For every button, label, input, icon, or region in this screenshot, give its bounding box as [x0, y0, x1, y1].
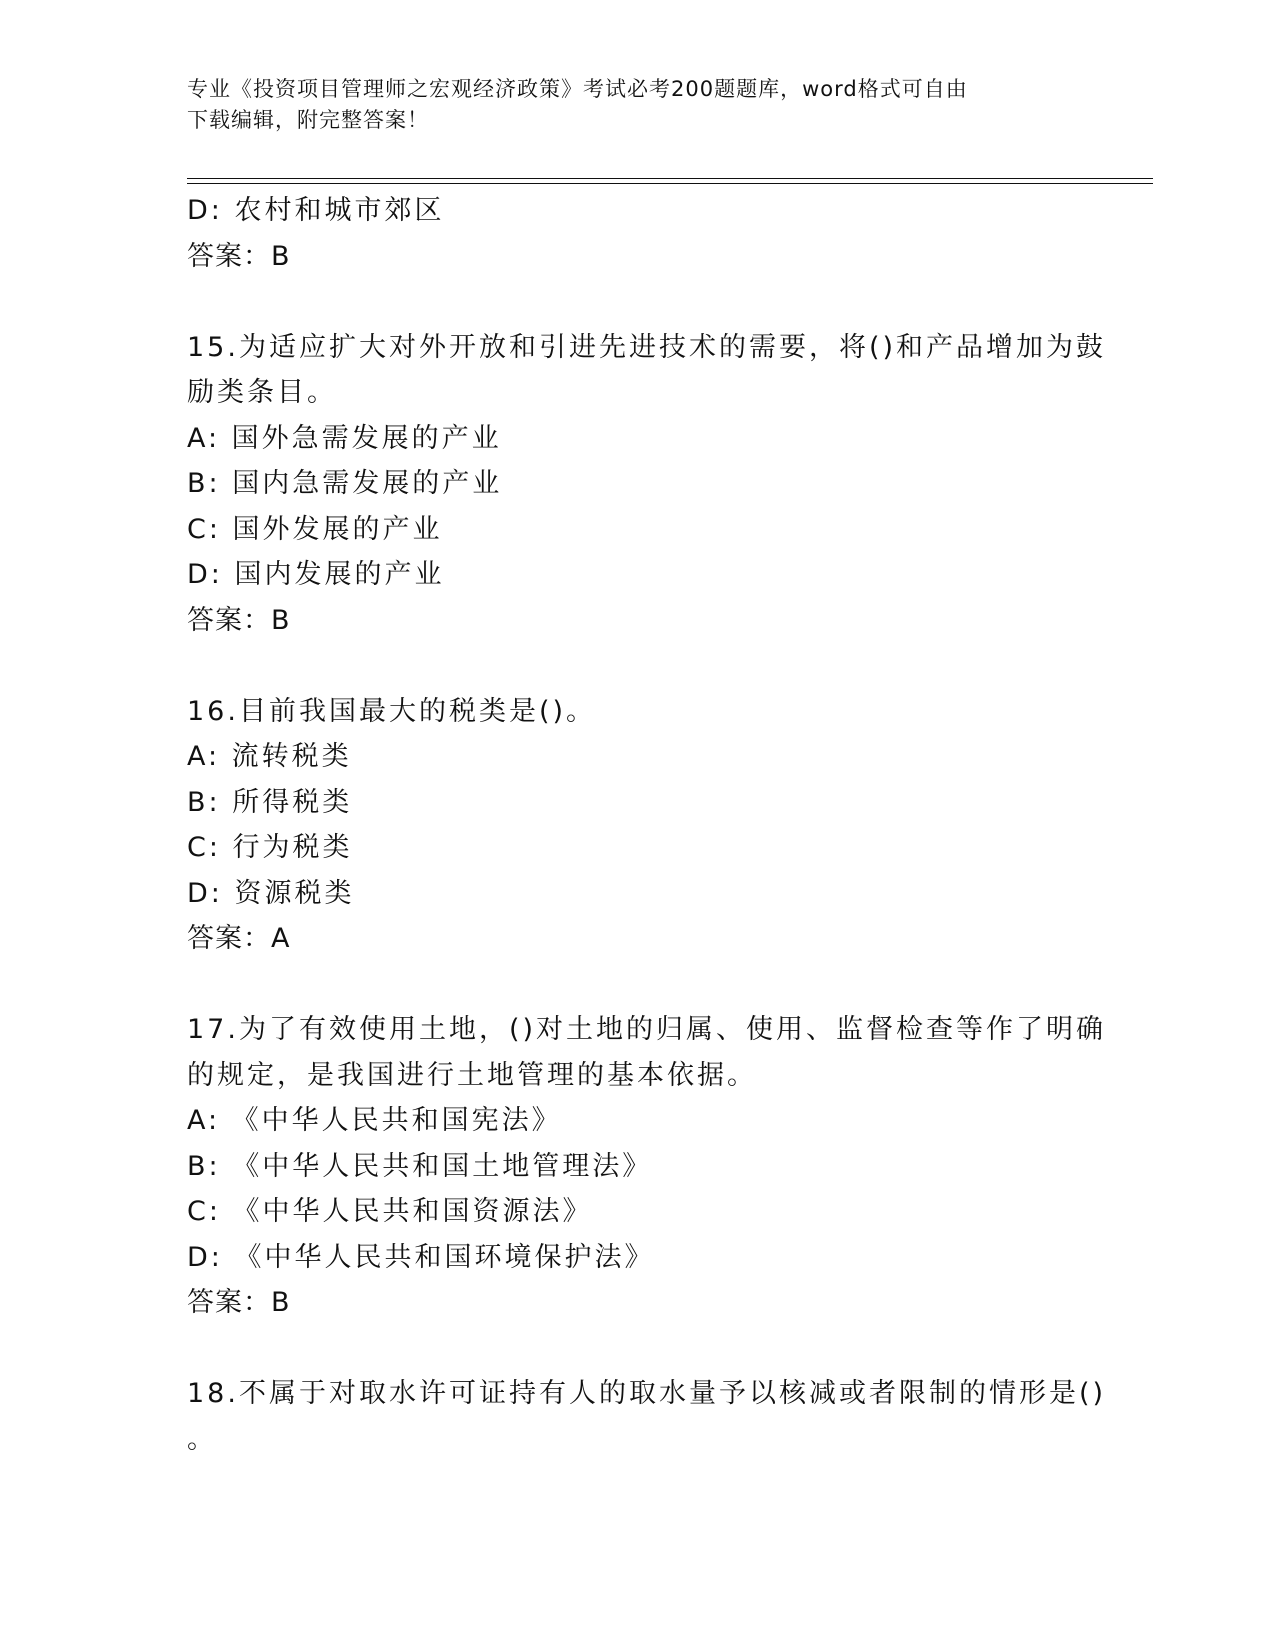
header-rule-bottom [187, 183, 1153, 184]
option-d: D: 农村和城市郊区 [187, 195, 445, 226]
question-15 [187, 325, 1107, 644]
header-rule-top [187, 178, 1153, 179]
question-stem-line-1: 15.为适应扩大对外开放和引进先进技术的需要，将()和产品增加为鼓 [187, 331, 1107, 363]
option-b: B: 《中华人民共和国土地管理法》 [187, 1150, 653, 1182]
answer: 答案：B [187, 604, 291, 636]
option-a: A: 国外急需发展的产业 [187, 422, 502, 454]
question-17 [187, 1007, 1107, 1326]
option-a: A: 《中华人民共和国宪法》 [187, 1105, 562, 1136]
question-16 [187, 689, 1087, 962]
spacer [187, 1326, 1087, 1372]
question-stem-line-1: 17.为了有效使用土地，()对土地的归属、使用、监督检查等作了明确 [187, 1014, 1107, 1045]
option-a: A: 流转税类 [187, 741, 352, 772]
answer: 答案：B [187, 240, 291, 272]
question-14-tail [187, 188, 1087, 279]
question-stem-line-2: 励类条目。 [187, 377, 337, 408]
question-stem-line-1: 18.不属于对取水许可证持有人的取水量予以核减或者限制的情形是() [187, 1378, 1107, 1409]
option-d: D: 资源税类 [187, 877, 355, 909]
question-18 [187, 1371, 1107, 1462]
option-c: C: 行为税类 [187, 832, 353, 863]
document-header [187, 74, 1087, 136]
option-d: D: 《中华人民共和国环境保护法》 [187, 1241, 655, 1273]
spacer [187, 962, 1087, 1008]
header-line-2: 下载编辑，附完整答案！ [187, 108, 429, 132]
question-stem-line-2: 。 [187, 1423, 217, 1455]
question-stem-line-1: 16.目前我国最大的税类是()。 [187, 695, 597, 727]
option-b: B: 所得税类 [187, 786, 353, 818]
option-d: D: 国内发展的产业 [187, 559, 445, 590]
spacer [187, 643, 1087, 689]
document-body [187, 188, 1107, 1462]
answer: 答案：A [187, 923, 291, 954]
spacer [187, 279, 1087, 325]
option-c: C: 国外发展的产业 [187, 513, 443, 545]
question-stem-line-2: 的规定，是我国进行土地管理的基本依据。 [187, 1059, 757, 1091]
option-b: B: 国内急需发展的产业 [187, 468, 503, 499]
header-line-1: 专业《投资项目管理师之宏观经济政策》考试必考200题题库，word格式可自由 [187, 77, 968, 101]
answer: 答案：B [187, 1287, 291, 1318]
option-c: C: 《中华人民共和国资源法》 [187, 1196, 593, 1227]
